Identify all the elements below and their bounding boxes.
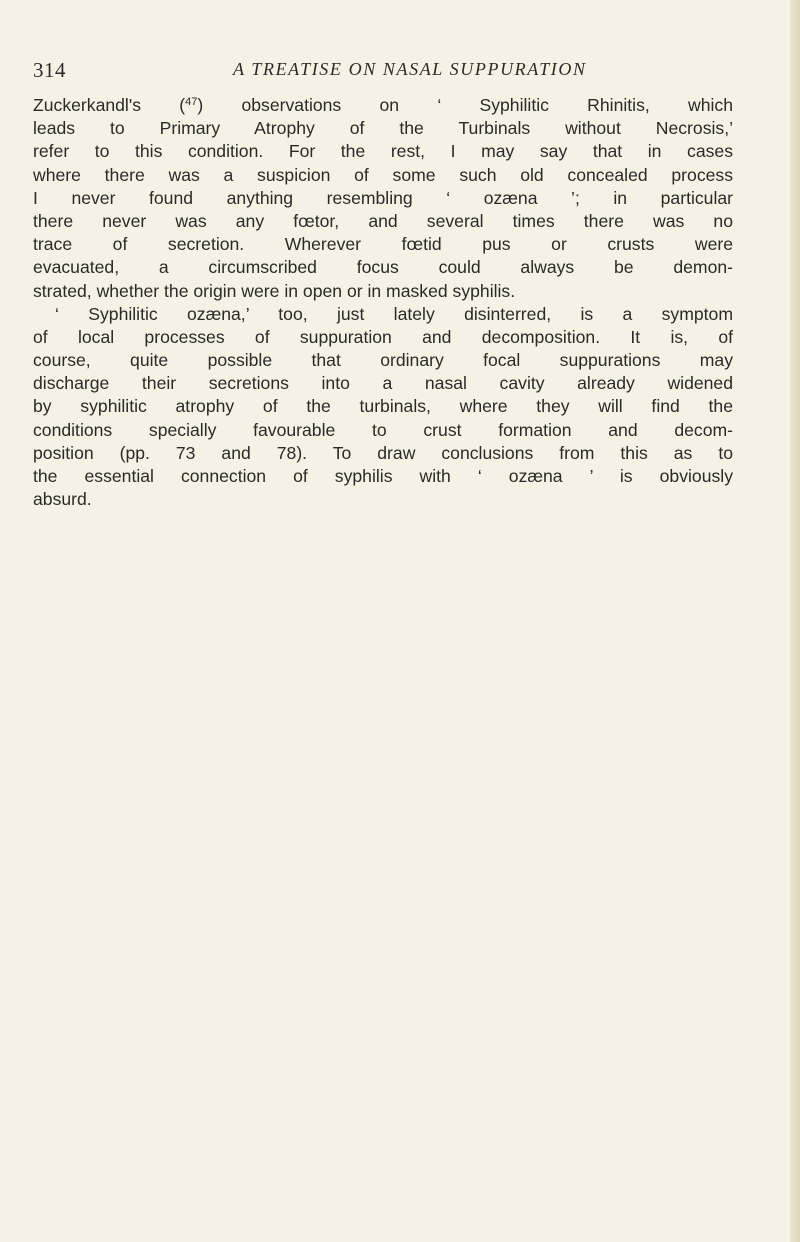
text-line: strated, whether the origin were in open or in masked syphilis. [33,280,516,301]
body-text [33,94,733,511]
page-number: 314 [33,58,66,82]
text-line: ‘ Syphilitic ozæna,’ too, just lately disinterred, is a symptom [55,303,733,324]
text-line: leads to Primary Atrophy of the Turbinals without Necrosis,’ [33,118,733,139]
text-line: Zuckerkandl's ($^{47}$) observations on ‘ Syphilitic Rhinitis, which [33,95,733,115]
text-line: refer to this condition. For the rest, I may say that in cases [33,141,733,162]
text-line: trace of secretion. Wherever fœtid pus or crusts were [33,234,733,255]
text-line: evacuated, a circumscribed focus could always be demon- [33,257,733,278]
text-line: discharge their secretions into a nasal cavity already widened [33,373,733,394]
text-line: absurd. [33,489,92,510]
footnote-ref: 47 [185,96,198,108]
running-head [33,58,733,88]
running-title: A TREATISE ON NASAL SUPPURATION [233,59,587,79]
text-line: conditions specially favourable to crust formation and decom- [33,419,733,440]
text-line: of local processes of suppuration and decomposition. It is, of [33,326,733,347]
text-line: the essential connection of syphilis with ‘ ozæna ’ is obviously [33,466,733,486]
text-line: I never found anything resembling ‘ ozæna ’; in particular [33,187,733,208]
text-line: course, quite possible that ordinary focal suppurations may [33,350,733,371]
text-line: by syphilitic atrophy of the turbinals, where they will find the [33,396,733,417]
text-line: there never was any fœtor, and several times there was no [33,210,733,231]
page-edge [790,0,800,1242]
text-line: position (pp. 73 and 78). To draw conclusions from this as to [33,442,733,463]
text-line: where there was a suspicion of some such old concealed process [33,164,733,185]
